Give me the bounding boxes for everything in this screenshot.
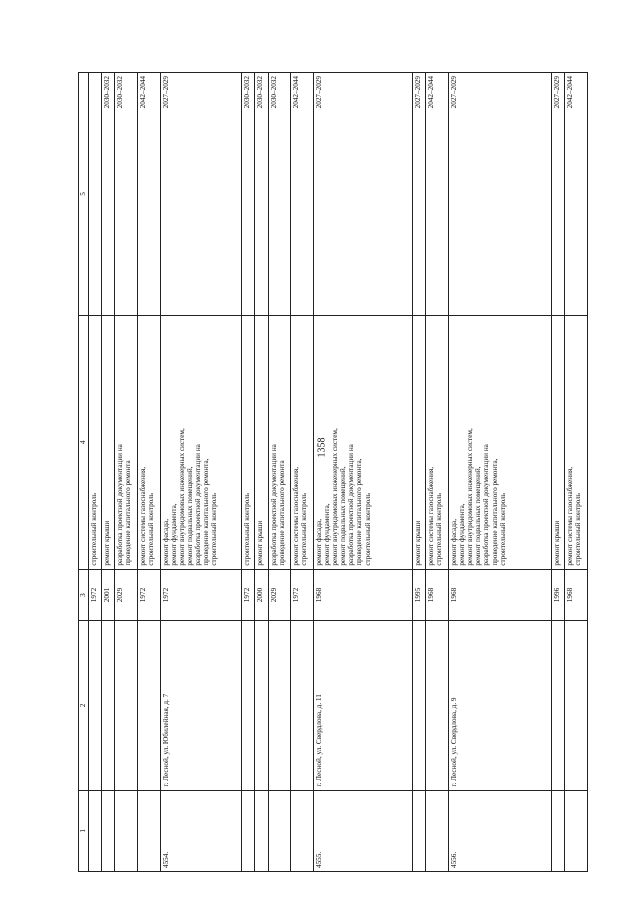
row-year: 2001 (102, 569, 115, 621)
row-address (291, 621, 314, 790)
header-col-2: 2 (79, 621, 89, 790)
table-row (551, 73, 564, 872)
row-year: 1972 (242, 569, 255, 621)
row-year: 2000 (255, 569, 268, 621)
row-period: 2042–2044 (565, 73, 588, 316)
row-number (426, 790, 449, 871)
work-type-line: строительный контроль (574, 492, 583, 566)
page-number: 1358 (316, 437, 328, 458)
row-year: 2029 (268, 569, 291, 621)
row-work-types (413, 315, 426, 569)
row-address (426, 621, 449, 790)
row-period: 2042–2044 (426, 73, 449, 316)
work-type-line: разработка проектной документации на (116, 444, 125, 566)
row-period: 2027–2029 (161, 73, 242, 316)
row-period: 2027–2029 (449, 73, 552, 316)
row-number: 4554. (161, 790, 242, 871)
row-period: 2030–2032 (268, 73, 291, 316)
table-row (413, 73, 426, 872)
row-year: 1972 (291, 569, 314, 621)
work-type-line: строительный контроль (435, 492, 444, 566)
header-col-1: 1 (79, 790, 89, 871)
header-col-4: 4 (79, 315, 89, 569)
row-number: 4555. (314, 790, 413, 871)
work-type-line: ремонт фасада, (315, 519, 324, 566)
work-type-line: ремонт крыши (256, 520, 265, 566)
table-row (102, 73, 115, 872)
work-type-line: строительный контроль (90, 492, 98, 566)
row-address (268, 621, 291, 790)
row-period: 2027–2029 (314, 73, 413, 316)
work-type-line: ремонт системы газоснабжения, (292, 466, 301, 566)
row-work-types (242, 315, 255, 569)
work-type-line: строительный контроль (498, 492, 507, 566)
row-year: 1972 (161, 569, 242, 621)
row-number (242, 790, 255, 871)
table-row (449, 73, 552, 872)
row-address (89, 621, 102, 790)
row-address (413, 621, 426, 790)
row-number (89, 790, 102, 871)
row-number (268, 790, 291, 871)
row-year: 1996 (551, 569, 564, 621)
work-type-line: разработка проектной документации на (347, 444, 356, 566)
row-period: 2030–2032 (255, 73, 268, 316)
row-address: г. Лесной, ул. Свердлова, д. 11 (314, 621, 413, 790)
row-work-types (565, 315, 588, 569)
row-work-types (161, 315, 242, 569)
work-type-line: разработка проектной документации на (194, 444, 203, 566)
row-work-types (138, 315, 161, 569)
work-type-line: ремонт подвальных помещений, (474, 466, 483, 566)
row-year: 1968 (449, 569, 552, 621)
work-type-line: ремонт подвальных помещений, (186, 466, 195, 566)
row-period: 2030–2032 (242, 73, 255, 316)
work-type-line: строительный контроль (300, 492, 309, 566)
row-address (115, 621, 138, 790)
table-row (242, 73, 255, 872)
work-type-line: ремонт фундамента, (458, 503, 467, 566)
table-row (314, 73, 413, 872)
row-year: 2029 (115, 569, 138, 621)
table-row (89, 73, 102, 872)
work-type-line: разработка проектной документации на (482, 444, 491, 566)
work-type-line: ремонт системы газоснабжения, (139, 466, 148, 566)
row-period: 2042–2044 (138, 73, 161, 316)
work-type-line: ремонт внутридомовых инженерных систем, (178, 428, 187, 566)
row-number: 4556. (449, 790, 552, 871)
row-number (551, 790, 564, 871)
row-work-types (115, 315, 138, 569)
row-work-types (426, 315, 449, 569)
row-number (102, 790, 115, 871)
row-work-types (89, 315, 102, 569)
work-type-line: строительный контроль (243, 492, 252, 566)
row-period: 2030–2032 (102, 73, 115, 316)
row-number (413, 790, 426, 871)
work-type-line: проведение капитального ремонта, (202, 458, 211, 566)
work-type-line: проведение капитального ремонта, (355, 458, 364, 566)
work-type-line: ремонт внутридомовых инженерных систем, (466, 428, 475, 566)
table-row (138, 73, 161, 872)
row-address (565, 621, 588, 790)
row-address: г. Лесной, ул. Юбилейная, д. 7 (161, 621, 242, 790)
row-year: 1972 (138, 569, 161, 621)
row-work-types (314, 315, 413, 569)
row-address (138, 621, 161, 790)
row-number (138, 790, 161, 871)
work-type-line: ремонт фундамента, (323, 503, 332, 566)
work-type-line: ремонт фасада, (450, 519, 459, 566)
row-address (255, 621, 268, 790)
work-type-line: ремонт крыши (103, 520, 112, 566)
row-work-types (255, 315, 268, 569)
header-col-5: 5 (79, 73, 89, 316)
row-work-types (291, 315, 314, 569)
repair-schedule-table (78, 72, 588, 872)
table-row (426, 73, 449, 872)
row-number (291, 790, 314, 871)
work-type-line: ремонт крыши (552, 520, 561, 566)
work-type-line: проведение капитального ремонта, (490, 458, 499, 566)
work-type-line: ремонт системы газоснабжения, (566, 466, 574, 566)
row-period (89, 73, 102, 316)
row-address: г. Лесной, ул. Свердлова, д. 9 (449, 621, 552, 790)
row-period: 2027–2029 (413, 73, 426, 316)
work-type-line: ремонт внутридомовых инженерных систем, (331, 428, 340, 566)
row-work-types (102, 315, 115, 569)
row-year: 1968 (314, 569, 413, 621)
row-number (115, 790, 138, 871)
header-row (79, 73, 89, 872)
work-type-line: проведение капитального ремонта (124, 460, 133, 566)
row-work-types (449, 315, 552, 569)
table-row (115, 73, 138, 872)
work-type-line: строительный контроль (147, 492, 156, 566)
work-type-line: ремонт подвальных помещений, (339, 466, 348, 566)
row-number (565, 790, 588, 871)
table-row (161, 73, 242, 872)
row-year: 1968 (426, 569, 449, 621)
rotated-table-wrapper (78, 72, 588, 872)
row-year: 1972 (89, 569, 102, 621)
row-year: 1995 (413, 569, 426, 621)
table-row (255, 73, 268, 872)
work-type-line: ремонт системы газоснабжения, (427, 466, 436, 566)
work-type-line: ремонт крыши (414, 520, 423, 566)
row-year: 1968 (565, 569, 588, 621)
row-number (255, 790, 268, 871)
work-type-line: строительный контроль (363, 492, 372, 566)
row-address (551, 621, 564, 790)
work-type-line: ремонт фасада, (162, 519, 170, 566)
table-row (268, 73, 291, 872)
row-period: 2027–2029 (551, 73, 564, 316)
row-period: 2030–2032 (115, 73, 138, 316)
work-type-line: ремонт фундамента, (170, 503, 179, 566)
work-type-line: проведение капитального ремонта (277, 460, 286, 566)
row-work-types (551, 315, 564, 569)
table-row (291, 73, 314, 872)
row-address (242, 621, 255, 790)
work-type-line: строительный контроль (210, 492, 219, 566)
row-address (102, 621, 115, 790)
row-period: 2042–2044 (291, 73, 314, 316)
header-col-3: 3 (79, 569, 89, 621)
table-row (565, 73, 588, 872)
work-type-line: разработка проектной документации на (269, 444, 278, 566)
row-work-types (268, 315, 291, 569)
